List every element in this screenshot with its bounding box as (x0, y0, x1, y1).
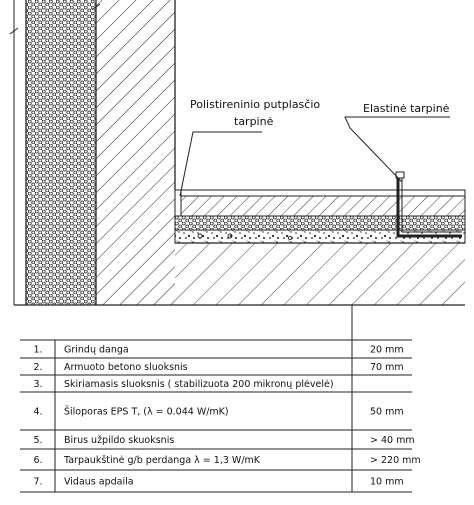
wall-insulation (26, 0, 96, 305)
table-cell-thickness: > 40 mm (370, 435, 415, 446)
wall-concrete (96, 0, 175, 305)
table-cell-number: 6. (33, 455, 43, 466)
eps-insulation-layer (175, 216, 465, 230)
table-cell-thickness: 50 mm (370, 406, 404, 418)
table-cell-number: 1. (33, 344, 43, 356)
layers-table (20, 305, 421, 492)
table-cell-layer: Grindų danga (64, 344, 129, 356)
table-cell-thickness: 20 mm (370, 344, 404, 356)
table-cell-thickness: 70 mm (370, 362, 404, 373)
table-cell-layer: Vidaus apdaila (64, 476, 134, 488)
table-cell-layer: Birus užpildo skuoksnis (64, 435, 175, 446)
floor-finish-layer (175, 190, 465, 196)
callout-eps-strip-line2: tarpinė (234, 115, 274, 128)
table-cell-layer: Armuoto betono sluoksnis (64, 362, 188, 373)
table-cell-layer: Šiloporas EPS T, (λ = 0.044 W/mK) (64, 406, 229, 418)
table-cell-layer: Skiriamasis sluoksnis ( stabilizuota 200 mikronų plėvelė) (64, 379, 334, 390)
table-cell-thickness: 10 mm (370, 476, 404, 488)
table-cell-number: 3. (33, 379, 43, 390)
callout-elastic-strip: Elastinė tarpinė (363, 102, 450, 115)
table-cell-layer: Tarpaukštinė g/b perdanga λ = 1,3 W/mK (64, 455, 260, 466)
table-cell-number: 4. (33, 406, 43, 418)
table-cell-number: 2. (33, 362, 43, 373)
reinforced-screed-layer (181, 196, 465, 216)
table-cell-number: 7. (33, 476, 43, 488)
leader-lines (180, 117, 450, 196)
callout-eps-strip-line1: Polistireninio putplasčio (190, 98, 321, 111)
table-cell-number: 5. (33, 435, 43, 446)
table-cell-thickness: > 220 mm (370, 455, 421, 466)
